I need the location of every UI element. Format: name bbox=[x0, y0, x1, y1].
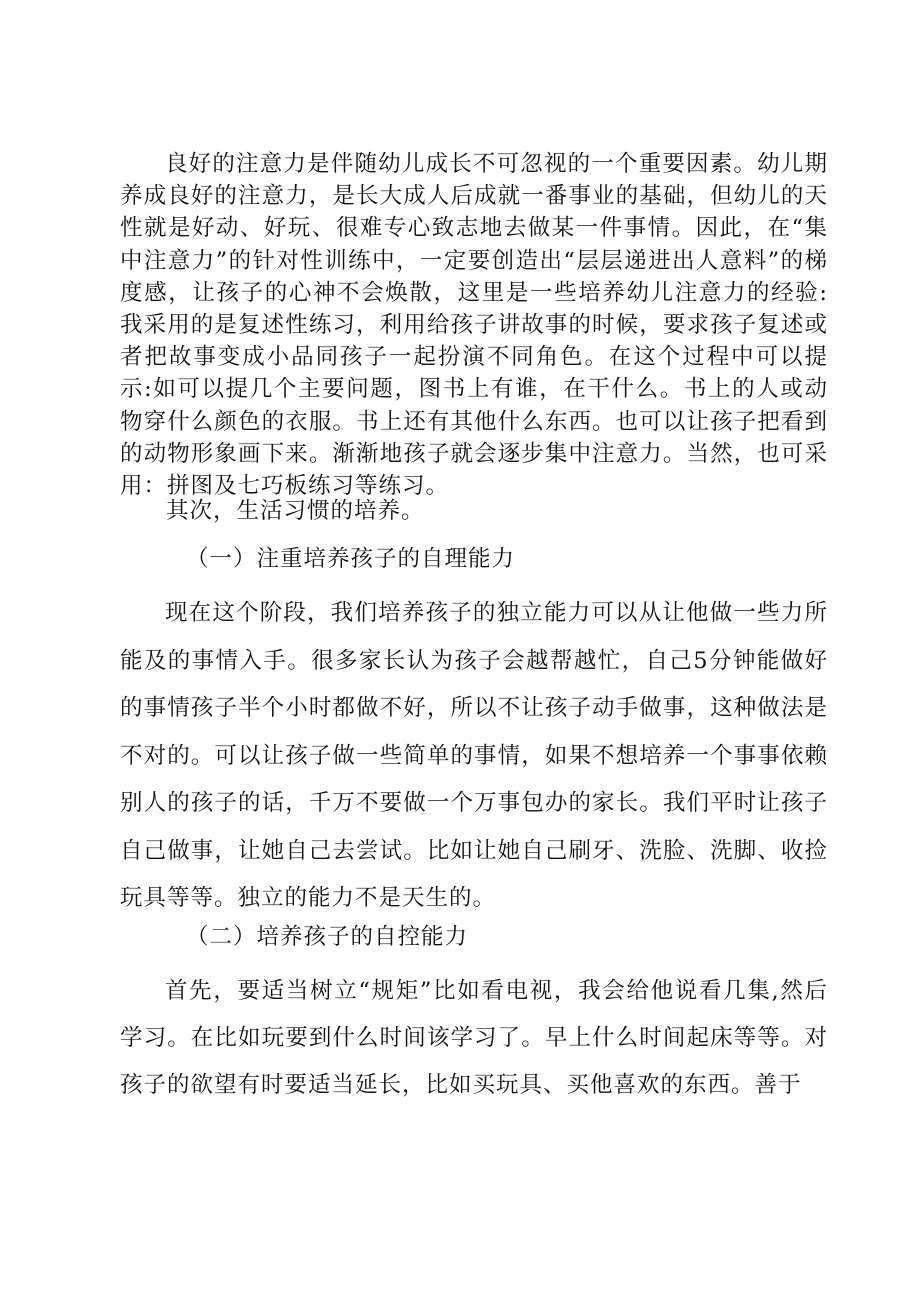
section-heading: 其次，生活习惯的培养。 bbox=[166, 498, 425, 524]
subsection-heading: （二）培养孩子的自控能力 bbox=[186, 924, 469, 950]
subsection-heading: （一）注重培养孩子的自理能力 bbox=[186, 546, 516, 572]
body-paragraph: 现在这个阶段，我们培养孩子的独立能力可以从让他做一些力所能及的事情入手。很多家长认为孩子会越帮越忙，自己5分钟能做好的事情孩子半个小时都做不好，所以不让孩子动手做事，这种做法是不对的。可以让孩子做一些简单的事情，如果不想培养一个事事依赖别人的孩子的话，千万不要做一个万事包办的家长。我们平时让孩子自己做事，让她自己去尝试。比如让她自己刷牙、洗脸、洗脚、收捡玩具等等。独立的能力不是天生的。 bbox=[120, 600, 828, 911]
body-paragraph: 良好的注意力是伴随幼儿成长不可忽视的一个重要因素。幼儿期养成良好的注意力，是长大成人后成就一番事业的基础，但幼儿的天性就是好动、好玩、很难专心致志地去做某一件事情。因此，在“集中注意力”的针对性训练中，一定要创造出“层层递进出人意料”的梯度感，让孩子的心神不会焕散，这里是一些培养幼儿注意力的经验:我采用的是复述性练习，利用给孩子讲故事的时候，要求孩子复述或者把故事变成小品同孩子一起扮演不同角色。在这个过程中可以提示:如可以提几个主要问题，图书上有谁，在干什么。书上的人或动物穿什么颜色的衣服。书上还有其他什么东西。也可以让孩子把看到的动物形象画下来。渐渐地孩子就会逐步集中注意力。当然，也可采用：拼图及七巧板练习等练习。 bbox=[120, 151, 828, 500]
body-paragraph: 首先，要适当树立“规矩”比如看电视，我会给他说看几集,然后学习。在比如玩要到什么时间该学习了。早上什么时间起床等等。对孩子的欲望有时要适当延长，比如买玩具、买他喜欢的东西。善于 bbox=[120, 978, 828, 1098]
